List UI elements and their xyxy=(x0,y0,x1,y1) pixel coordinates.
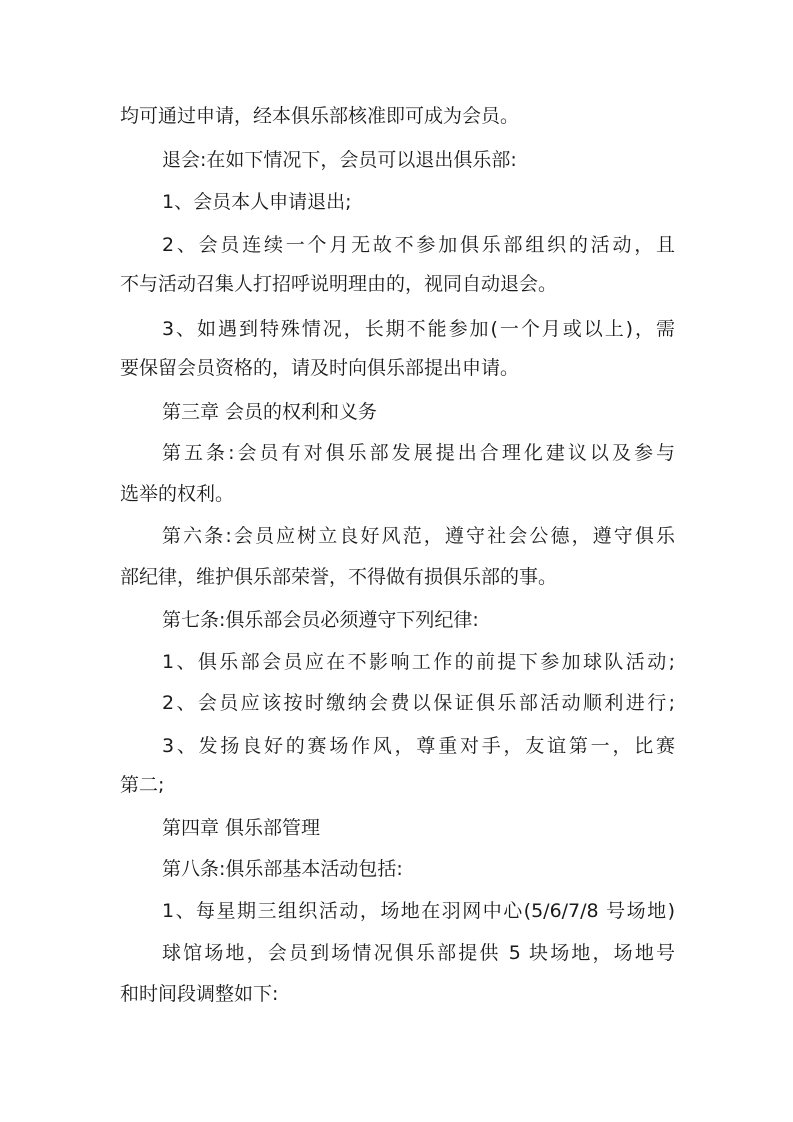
paragraph-line: 第二; xyxy=(120,774,165,796)
chapter-heading: 第四章 俱乐部管理 xyxy=(162,817,321,839)
paragraph-line: 要保留会员资格的，请及时向俱乐部提出申请。 xyxy=(120,357,520,379)
list-item: 3、发扬良好的赛场作风，尊重对手，友谊第一，比赛 xyxy=(162,735,675,757)
article-line: 第五条:会员有对俱乐部发展提出合理化建议以及参与 xyxy=(162,442,675,464)
list-item: 1、每星期三组织活动，场地在羽网中心(5/6/7/8 号场地) xyxy=(162,900,675,922)
list-item: 1、俱乐部会员应在不影响工作的前提下参加球队活动; xyxy=(162,651,675,673)
paragraph-line: 退会:在如下情况下，会员可以退出俱乐部: xyxy=(162,149,517,171)
article-line: 第八条:俱乐部基本活动包括: xyxy=(162,858,403,880)
chapter-heading: 第三章 会员的权利和义务 xyxy=(162,401,378,423)
article-line: 第七条:俱乐部会员必须遵守下列纪律: xyxy=(162,609,479,631)
paragraph-line: 不与活动召集人打招呼说明理由的，视同自动退会。 xyxy=(120,273,558,295)
paragraph-line: 均可通过申请，经本俱乐部核准即可成为会员。 xyxy=(120,105,520,127)
paragraph-line: 部纪律，维护俱乐部荣誉，不得做有损俱乐部的事。 xyxy=(120,566,558,588)
list-item: 3、如遇到特殊情况，长期不能参加(一个月或以上)，需 xyxy=(162,318,675,340)
list-item: 2、会员连续一个月无故不参加俱乐部组织的活动，且 xyxy=(162,234,675,256)
list-item: 2、会员应该按时缴纳会费以保证俱乐部活动顺利进行; xyxy=(162,692,675,714)
paragraph-line: 和时间段调整如下: xyxy=(120,983,279,1005)
article-line: 第六条:会员应树立良好风范，遵守社会公德，遵守俱乐 xyxy=(162,525,675,547)
paragraph-line: 球馆场地，会员到场情况俱乐部提供 5 块场地，场地号 xyxy=(162,942,675,964)
paragraph-line: 选举的权利。 xyxy=(120,483,235,505)
list-item: 1、会员本人申请退出; xyxy=(162,191,352,213)
